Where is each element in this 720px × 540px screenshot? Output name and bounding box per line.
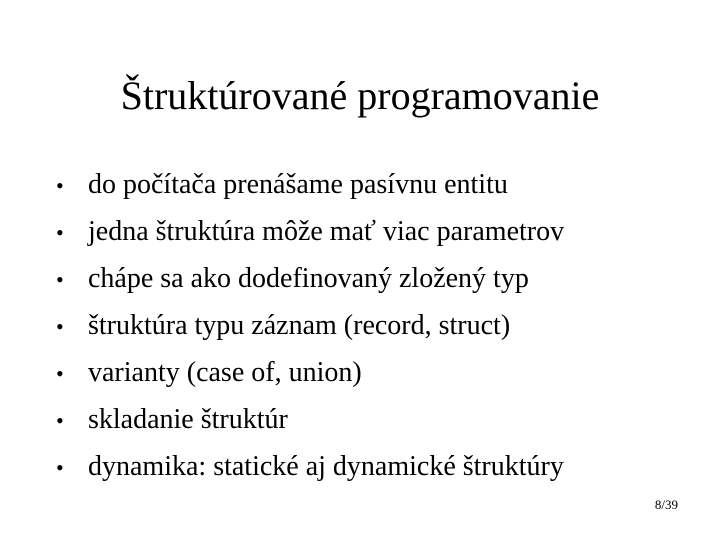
bullet-text: dynamika: statické aj dynamické štruktúry [88, 451, 564, 482]
bullet-icon: • [56, 267, 64, 292]
bullet-item [56, 349, 564, 396]
bullet-icon: • [56, 408, 64, 433]
bullet-text: skladanie štruktúr [88, 404, 288, 435]
bullet-item [56, 208, 564, 255]
bullet-item [56, 255, 564, 302]
bullet-text: varianty (case of, union) [88, 357, 362, 388]
slide-title: Štruktúrované programovanie [120, 73, 600, 118]
bullet-text: jedna štruktúra môže mať viac parametrov [88, 216, 565, 247]
bullet-text: do počítača prenášame pasívnu entitu [88, 169, 508, 200]
bullet-icon: • [56, 361, 64, 386]
bullet-text: chápe sa ako dodefinovaný zložený typ [88, 263, 529, 294]
bullet-icon: • [56, 173, 64, 198]
bullet-icon: • [56, 314, 64, 339]
bullet-item [56, 396, 564, 443]
bullet-icon: • [56, 220, 64, 245]
bullet-text: štruktúra typu záznam (record, struct) [88, 310, 511, 341]
bullet-icon: • [56, 455, 64, 480]
bullet-item [56, 302, 564, 349]
page-number: 8/39 [654, 497, 678, 512]
bullet-item [56, 161, 564, 208]
bullet-list [56, 161, 564, 490]
bullet-item [56, 443, 564, 490]
